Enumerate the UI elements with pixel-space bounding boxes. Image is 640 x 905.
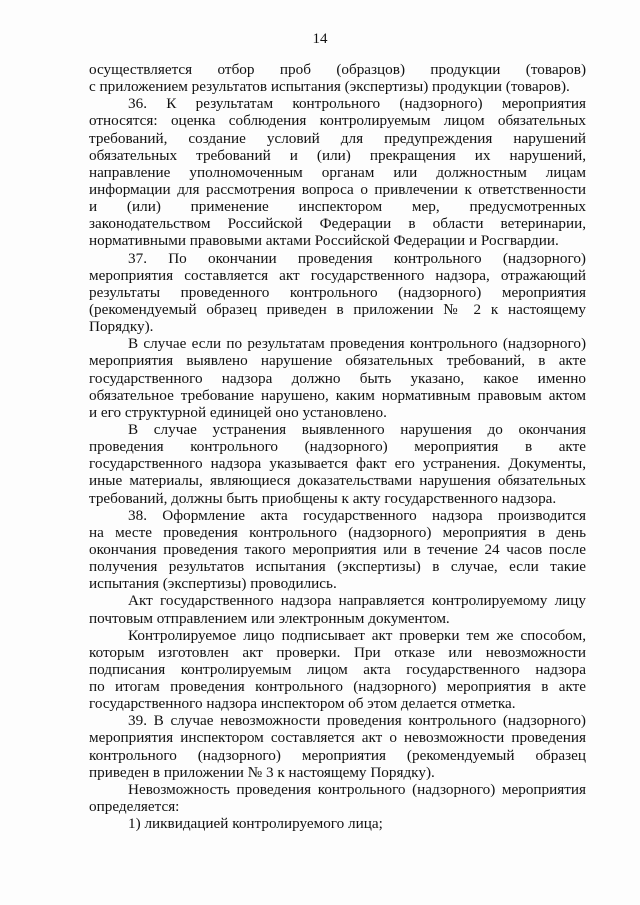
text-line: Невозможность проведения контрольного (надзорного) мероприятия xyxy=(128,780,586,798)
text-line: которым изготовлен акт проверки. При отказе или невозможности xyxy=(89,643,586,661)
text-line: нормативными правовыми актами Российской Федерации и Росгвардии. xyxy=(89,232,559,250)
text-line: государственного надзора указывается факт его устранения. Документы, xyxy=(89,455,586,473)
text-line: определяется: xyxy=(89,798,180,816)
text-line: подписания контролируемым лицом акта государственного надзора xyxy=(89,660,586,678)
text-line: результаты проведенного контрольного (надзорного) мероприятия xyxy=(89,283,586,301)
text-line: 38. Оформление акта государственного надзора производится xyxy=(128,506,586,524)
text-line: направление уполномоченным органам или должностным лицам xyxy=(89,163,586,181)
text-line: 36. К результатам контрольного (надзорного) мероприятия xyxy=(128,95,586,113)
text-line: Порядку). xyxy=(89,318,154,336)
text-line: Акт государственного надзора направляется контролируемому лицу xyxy=(128,592,586,610)
text-line: мероприятия инспектором составляется акт о невозможности проведения xyxy=(89,729,586,747)
text-line: 1) ликвидацией контролируемого лица; xyxy=(128,815,383,833)
text-line: В случае если по результатам проведения контрольного (надзорного) xyxy=(128,335,586,353)
text-line: приведен в приложении № 3 к настоящему Порядку). xyxy=(89,763,435,781)
text-line: обязательное требование нарушено, каким нормативным правовым актом xyxy=(89,386,586,404)
text-line: мероприятия составляется акт государственного надзора, отражающий xyxy=(89,266,586,284)
text-line: обязательных требований и (или) прекращения их нарушений, xyxy=(89,146,586,164)
text-line: и (или) применение инспектором мер, предусмотренных xyxy=(89,198,586,216)
text-line: и его структурной единицей оно установлено. xyxy=(89,403,387,421)
text-line: 37. По окончании проведения контрольного (надзорного) xyxy=(128,249,586,267)
text-line: В случае устранения выявленного нарушения до окончания xyxy=(128,420,586,438)
text-line: иные материалы, являющиеся доказательствами нарушения обязательных xyxy=(89,472,586,490)
text-line: осуществляется отбор проб (образцов) продукции (товаров) xyxy=(89,61,586,78)
document-body xyxy=(89,61,586,832)
text-line: Контролируемое лицо подписывает акт проверки тем же способом, xyxy=(128,626,586,644)
text-line: контрольного (надзорного) мероприятия (рекомендуемый образец xyxy=(89,746,586,764)
text-line: проведения контрольного (надзорного) мероприятия в акте xyxy=(89,438,586,456)
text-line: законодательством Российской Федерации в области ветеринарии, xyxy=(89,215,586,233)
text-line: информации для рассмотрения вопроса о привлечении к ответственности xyxy=(89,180,586,198)
text-line: государственного надзора должно быть указано, какое именно xyxy=(89,369,586,387)
text-line: испытания (экспертизы) проводились. xyxy=(89,575,337,593)
text-line: требований, должны быть приобщены к акту государственного надзора. xyxy=(89,489,557,507)
text-line: получения результатов испытания (экспертизы) в случае, если такие xyxy=(89,558,586,576)
text-line: относятся: оценка соблюдения контролируемым лицом обязательных xyxy=(89,112,586,130)
text-line: требований, создание условий для предупреждения нарушений xyxy=(89,129,586,147)
text-line: почтовым отправлением или электронным документом. xyxy=(89,609,450,627)
text-line: 39. В случае невозможности проведения контрольного (надзорного) xyxy=(128,712,586,730)
text-line: на месте проведения контрольного (надзорного) мероприятия в день xyxy=(89,523,586,541)
text-line: государственного надзора инспектором об этом делается отметка. xyxy=(89,695,516,713)
text-line: мероприятия выявлено нарушение обязательных требований, в акте xyxy=(89,352,586,370)
text-line: с приложением результатов испытания (экспертизы) продукции (товаров). xyxy=(89,78,570,96)
text-line: по итогам проведения контрольного (надзорного) мероприятия в акте xyxy=(89,678,586,696)
text-line: окончания проведения такого мероприятия или в течение 24 часов после xyxy=(89,540,586,558)
page-number: 14 xyxy=(312,31,328,47)
text-line: (рекомендуемый образец приведен в приложении № 2 к настоящему xyxy=(89,300,586,318)
